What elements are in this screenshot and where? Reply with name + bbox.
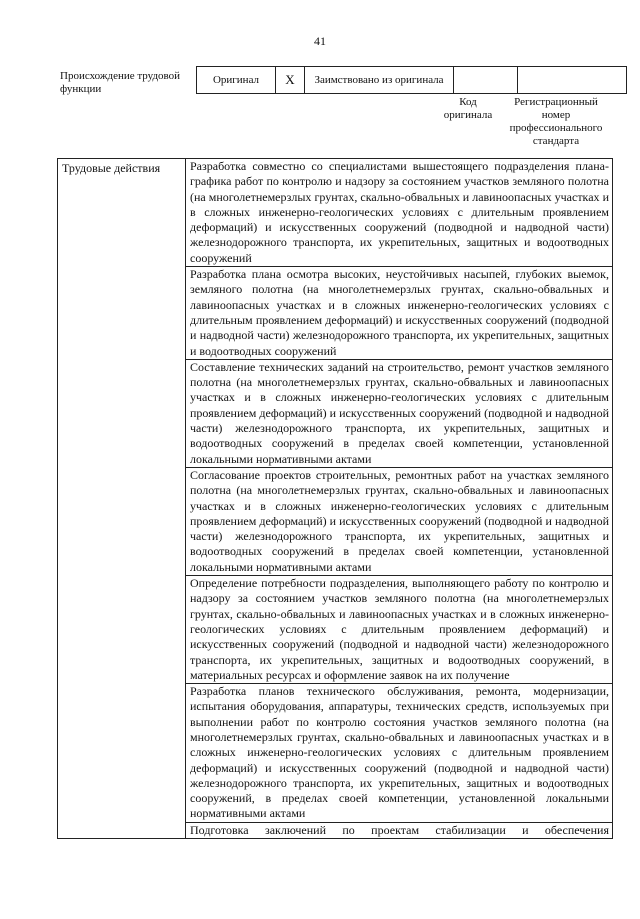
original-label: Оригинал xyxy=(197,67,276,94)
reg-number-cell xyxy=(518,67,627,94)
labor-actions-table xyxy=(57,158,613,839)
table-row xyxy=(58,159,613,267)
action-item: Согласование проектов строительных, ремонтных работ на участках земляного полотна (на многолетнемерзлых грунтах, скально-обвальных и лавиноопасных участках и в сложных инженерно-геологических условиях с длительным проявлением деформаций) и искусственных сооружений (подводной и надводной части) железнодорожного транспорта, их укрепительных, защитных и водоотводных сооружений в пределах своей компетенции, установленной локальными нормативными актами xyxy=(186,467,613,575)
action-item: Подготовка заключений по проектам стабилизации и обеспечения xyxy=(186,822,613,838)
labor-actions-label: Трудовые действия xyxy=(58,159,186,839)
origin-label: Происхождение трудовой функции xyxy=(60,70,181,95)
reg-number-label: Регистрационный номер профессионального стандарта xyxy=(509,96,603,147)
action-item: Разработка совместно со специалистами вышестоящего подразделения плана-графика работ по контролю и надзору за состоянием участков земляного полотна (на многолетнемерзлых грунтах, скально-обвальных и лавиноопасных участках и в сложных инженерно-геологических условиях с длительным проявлением деформаций) и искусственных сооружений (подводной и надводной части) железнодорожного транспорта, их укрепительных, защитных и водоотводных сооружений xyxy=(186,159,613,267)
origin-table xyxy=(196,66,627,94)
action-item: Определение потребности подразделения, выполняющего работу по контролю и надзору за состоянием участков земляного полотна (на многолетнемерзлых грунтах, скально-обвальных и лавиноопасных участках и в сложных инженерно-геологических условиях с длительным проявлением деформаций) и искусственных сооружений (подводной и надводной части) железнодорожного транспорта, их укрепительных, защитных и водоотводных сооружений, в материальных ресурсах и оформление заявок на их получение xyxy=(186,576,613,684)
code-label: Код оригинала xyxy=(443,96,493,121)
action-item: Разработка плана осмотра высоких, неустойчивых насыпей, глубоких выемок, земляного полотна (на многолетнемерзлых грунтах, скально-обвальных и лавиноопасных участках и в сложных инженерно-геологических условиях с длительным проявлением деформаций) и искусственных сооружений (подводной и надводной части) железнодорожного транспорта, их укрепительных, защитных и водоотводных сооружений xyxy=(186,267,613,360)
action-item: Составление технических заданий на строительство, ремонт участков земляного полотна (на многолетнемерзлых грунтах, скально-обвальных и лавиноопасных участках и в сложных инженерно-геологических условиях с длительным проявлением деформаций) и искусственных сооружений (подводной и надводной части) железнодорожного транспорта, их укрепительных, защитных и водоотводных сооружений в пределах своей компетенции, установленной локальными нормативными актами xyxy=(186,359,613,467)
action-item: Разработка планов технического обслуживания, ремонта, модернизации, испытания оборудования, аппаратуры, технических средств, используемых при выполнении работ по контролю состояния участков земляного полотна (на многолетнемерзлых грунтах, скально-обвальных и лавиноопасных участках и в сложных инженерно-геологических условиях с длительным проявлением деформаций) и искусственных сооружений (подводной и надводной части) железнодорожного транспорта, их укрепительных, защитных и водоотводных сооружений, в пределах своей компетенции, установленной локальными нормативными актами xyxy=(186,684,613,823)
original-mark: X xyxy=(276,67,305,94)
code-cell xyxy=(454,67,518,94)
page-number: 41 xyxy=(314,34,326,48)
borrowed-label: Заимствовано из оригинала xyxy=(305,67,454,94)
